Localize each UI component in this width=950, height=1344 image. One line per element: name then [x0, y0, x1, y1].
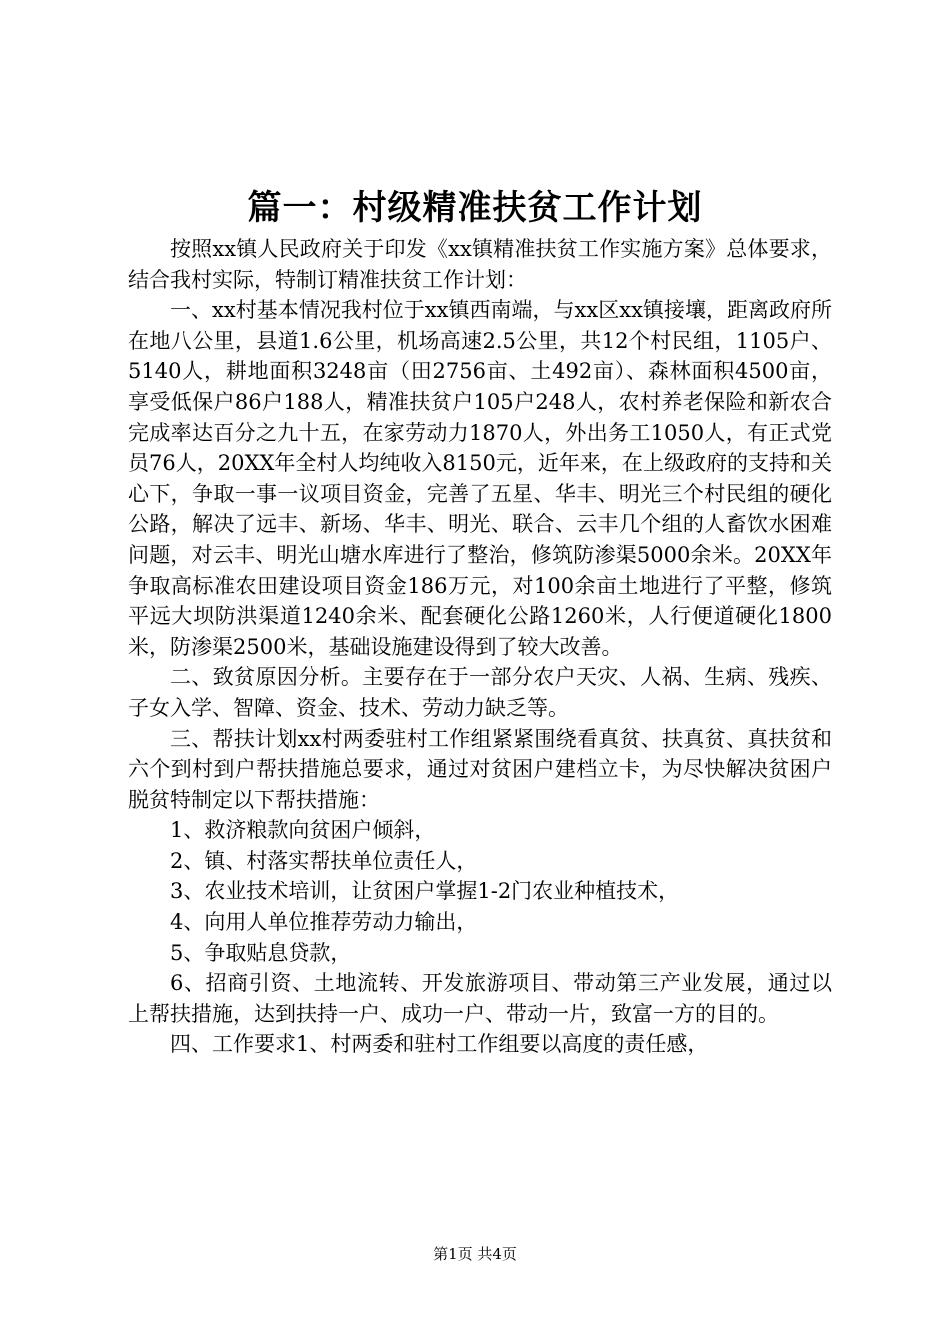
document-title: 篇一：村级精准扶贫工作计划: [247, 188, 703, 228]
paragraph-section-1: 一、xx村基本情况我村位于xx镇西南端，与xx区xx镇接壤，距离政府所在地八公里，县道1.6公里，机场高速2.5公里，共12个村民组，1105户、5140人，耕地面积3248亩（田2756亩、土492亩）、森林面积4500亩，享受低保户86户188人，精准扶贫户105户248人，农村养老保险和新农合完成率达百分之九十五，在家劳动力1870人，外出务工1050人，有正式党员76人，20XX年全村人均纯收入8150元，近年来，在上级政府的支持和关心下，争取一事一议项目资金，完善了五星、华丰、明光三个村民组的硬化公路，解决了远丰、新场、华丰、明光、联合、云丰几个组的人畜饮水困难问题，对云丰、明光山塘水库进行了整治，修筑防渗渠5000余米。20XX年争取高标准农田建设项目资金186万元，对100余亩土地进行了平整，修筑平远大坝防洪渠道1240余米、配套硬化公路1260米，人行便道硬化1800米，防渗渠2500米，基础设施建设得到了较大改善。: [128, 298, 832, 659]
list-item-1: 1、救济粮款向贫困户倾斜，: [170, 818, 436, 843]
list-item-2: 2、镇、村落实帮扶单位责任人，: [170, 848, 478, 873]
list-item-5: 5、争取贴息贷款，: [170, 940, 352, 965]
document-body: [128, 234, 832, 1060]
paragraph-intro: 按照xx镇人民政府关于印发《xx镇精准扶贫工作实施方案》总体要求，结合我村实际，特制订精准扶贫工作计划：: [128, 237, 832, 292]
paragraph-section-4: 四、工作要求1、村两委和驻村工作组要以高度的责任感，: [170, 1032, 709, 1057]
page-number-footer: 第1页 共4页: [433, 1245, 517, 1263]
paragraph-section-3: 三、帮扶计划xx村两委驻村工作组紧紧围绕看真贫、扶真贫、真扶贫和六个到村到户帮扶措施总要求，通过对贫困户建档立卡，为尽快解决贫困户脱贫特制定以下帮扶措施：: [128, 726, 832, 812]
list-item-6: 6、招商引资、土地流转、开发旅游项目、带动第三产业发展，通过以上帮扶措施，达到扶持一户、成功一户、带动一片，致富一方的目的。: [128, 971, 832, 1026]
paragraph-section-2: 二、致贫原因分析。主要存在于一部分农户天灾、人祸、生病、残疾、子女入学、智障、资金、技术、劳动力缺乏等。: [128, 665, 832, 720]
list-item-4: 4、向用人单位推荐劳动力输出，: [170, 910, 478, 935]
list-item-3: 3、农业技术培训，让贫困户掌握1-2门农业种植技术，: [170, 879, 680, 904]
